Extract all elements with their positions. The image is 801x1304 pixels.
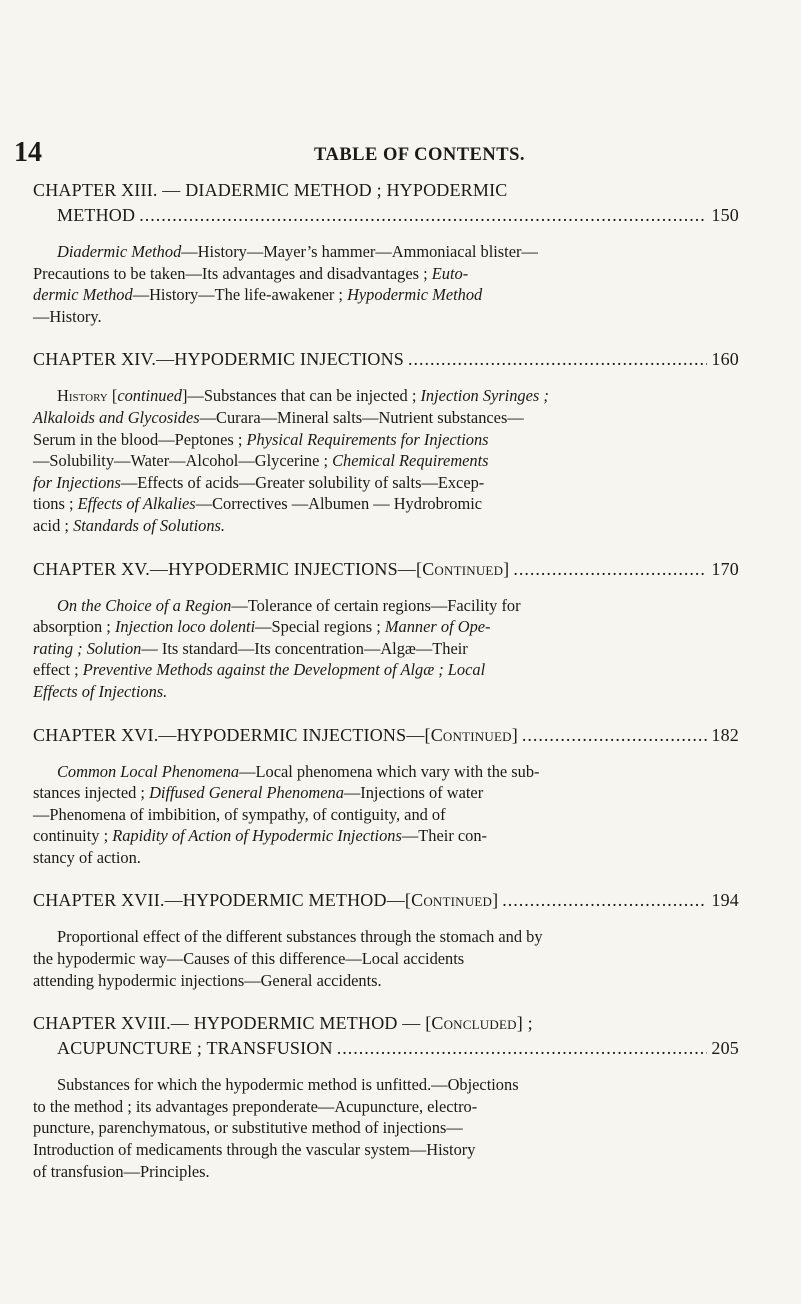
page-number: 14	[14, 137, 42, 168]
chapter-heading	[33, 723, 739, 748]
page-reference: 194	[711, 890, 739, 911]
chapter-entry	[33, 723, 739, 869]
summary-line: tions ; Effects of Alkalies—Correctives —Albumen — Hydrobromic	[33, 494, 483, 514]
summary-line: —Phenomena of imbibition, of sympathy, of contiguity, and of	[33, 804, 446, 824]
chapter-entry	[33, 888, 739, 991]
chapter-title: CHAPTER XVI.—HYPODERMIC INJECTIONS—[Continued]	[33, 724, 518, 745]
dot-leader	[522, 723, 708, 748]
summary-line: Serum in the blood—Peptones ; Physical Requirements for Injections	[33, 429, 489, 449]
chapter-title: CHAPTER XIII. — DIADERMIC METHOD ; HYPODERMIC	[33, 180, 508, 200]
summary-line: Precautions to be taken—Its advantages and disadvantages ; Euto-	[33, 263, 469, 283]
summary-line: Diadermic Method—History—Mayer’s hammer—Ammoniacal blister—	[57, 242, 538, 261]
chapter-entry	[33, 1011, 739, 1182]
summary-line: History [continued]—Substances that can be injected ; Injection Syringes ;	[57, 386, 549, 406]
chapter-summary	[33, 926, 739, 991]
summary-line: to the method ; its advantages preponderate—Acupuncture, electro-	[33, 1096, 478, 1116]
chapter-heading	[33, 178, 739, 228]
summary-line: stancy of action.	[33, 847, 141, 867]
summary-line: the hypodermic way—Causes of this difference—Local accidents	[33, 949, 465, 969]
summary-line: rating ; Solution— Its standard—Its concentration—Algæ—Their	[33, 638, 468, 658]
summary-line: —Solubility—Water—Alcohol—Glycerine ; Chemical Requirements	[33, 451, 489, 471]
summary-line: Alkaloids and Glycosides—Curara—Mineral salts—Nutrient substances—	[33, 407, 524, 427]
summary-line: for Injections—Effects of acids—Greater solubility of salts—Excep-	[33, 472, 485, 492]
page-reference: 150	[711, 205, 739, 225]
summary-line: absorption ; Injection loco dolenti—Special regions ; Manner of Ope-	[33, 617, 491, 637]
page-reference: 205	[711, 1038, 739, 1059]
dot-leader	[337, 1036, 708, 1061]
chapter-title: ACUPUNCTURE ; TRANSFUSION	[57, 1038, 333, 1059]
chapter-summary	[33, 761, 739, 869]
summary-line: acid ; Standards of Solutions.	[33, 515, 225, 535]
page-reference: 160	[711, 349, 739, 370]
summary-line: stances injected ; Diffused General Phenomena—Injections of water	[33, 783, 484, 803]
dot-leader	[513, 557, 707, 582]
chapter-entry	[33, 178, 739, 327]
summary-line: attending hypodermic injections—General accidents.	[33, 970, 382, 990]
chapter-title: CHAPTER XVII.—HYPODERMIC METHOD—[Continued]	[33, 890, 499, 911]
chapter-title: CHAPTER XV.—HYPODERMIC INJECTIONS—[Continued]	[33, 558, 510, 579]
chapter-title: CHAPTER XIV.—HYPODERMIC INJECTIONS	[33, 349, 404, 370]
summary-line: effect ; Preventive Methods against the Development of Algæ ; Local	[33, 660, 486, 680]
running-title: TABLE OF CONTENTS.	[314, 145, 526, 165]
chapter-heading	[33, 347, 739, 372]
dot-leader	[502, 888, 707, 913]
chapter-summary	[33, 595, 739, 703]
summary-line: Proportional effect of the different substances through the stomach and by	[57, 927, 543, 947]
chapter-heading	[33, 1011, 739, 1061]
summary-line: —History.	[33, 306, 102, 326]
summary-line: Substances for which the hypodermic method is unfitted.—Objections	[57, 1075, 519, 1095]
summary-line: of transfusion—Principles.	[33, 1161, 210, 1181]
summary-line: Introduction of medicaments through the vascular system—History	[33, 1140, 476, 1160]
summary-line: On the Choice of a Region—Tolerance of certain regions—Facility for	[57, 595, 521, 615]
page-reference: 182	[711, 724, 739, 745]
chapter-summary	[33, 241, 739, 327]
dot-leader	[139, 203, 707, 228]
summary-line: dermic Method—History—The life-awakener ; Hypodermic Method	[33, 285, 483, 305]
table-of-contents	[33, 178, 739, 1202]
page-reference: 170	[711, 558, 739, 579]
summary-line: puncture, parenchymatous, or substitutive method of injections—	[33, 1118, 463, 1138]
summary-line: Common Local Phenomena—Local phenomena which vary with the sub-	[57, 761, 540, 781]
chapter-heading	[33, 888, 739, 913]
summary-line: continuity ; Rapidity of Action of Hypodermic Injections—Their con-	[33, 826, 487, 846]
running-head	[14, 138, 734, 168]
chapter-heading	[33, 557, 739, 582]
summary-line: Effects of Injections.	[33, 681, 168, 701]
chapter-entry	[33, 347, 739, 536]
chapter-title: CHAPTER XVIII.— HYPODERMIC METHOD — [Concluded] ;	[33, 1013, 533, 1034]
chapter-title: METHOD	[57, 205, 136, 225]
chapter-summary	[33, 385, 739, 536]
dot-leader	[408, 347, 707, 372]
chapter-entry	[33, 557, 739, 703]
chapter-summary	[33, 1074, 739, 1182]
